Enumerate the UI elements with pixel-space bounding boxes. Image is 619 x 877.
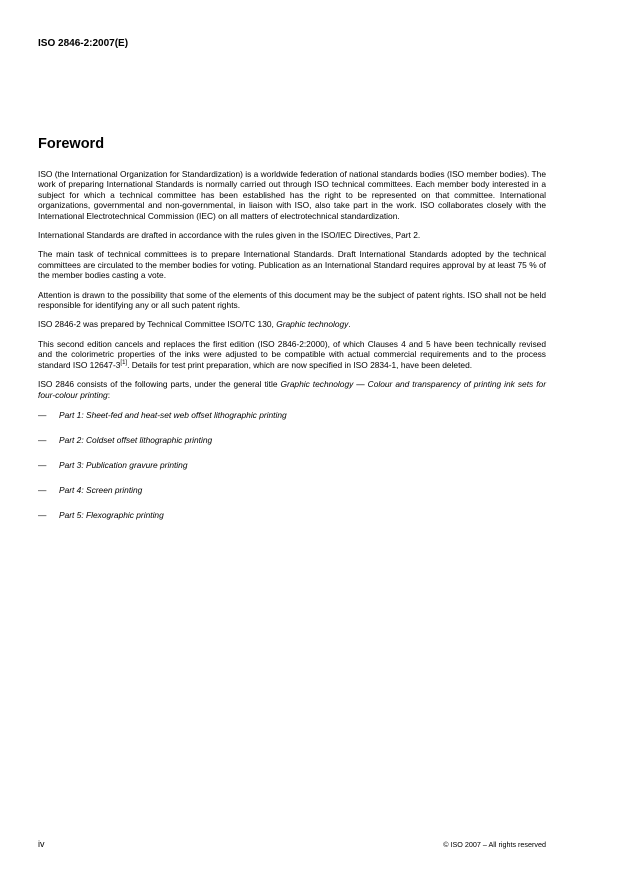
list-item — [38, 460, 546, 485]
paragraph-iso-intro: ISO (the International Organization for Standardization) is a worldwide federation of national standards bodies (ISO member bodies). The work of preparing International Standards is normally carried out through ISO technical committees. Each member body interested in a subject for which a technical committee has been established has the right to be represented on that committee. International organizations, governmental and non-governmental, in liaison with ISO, also take part in the work. ISO collaborates closely with the International Electrotechnical Commission (IEC) on all matters of electrotechnical standardization. — [38, 169, 546, 221]
foreword-body — [38, 169, 546, 535]
copyright-notice: © ISO 2007 – All rights reserved — [443, 840, 546, 849]
list-item — [38, 485, 546, 510]
paragraph-parts-intro — [38, 379, 546, 400]
general-title: Graphic technology — Colour and transparency of printing ink sets for four-colour printing — [38, 379, 546, 400]
document-id-header: ISO 2846-2:2007(E) — [38, 38, 129, 49]
list-dash: — — [38, 509, 47, 520]
paragraph-directives: International Standards are drafted in accordance with the rules given in the ISO/IEC Directives, Part 2. — [38, 230, 421, 241]
edition-text: This second edition cancels and replaces the first edition (ISO 2846-2:2000), of which Clauses 4 and 5 have been technically revised and the colorimetric properties of the inks were adjusted to be compatible with actual commercial requirements and to the process standard ISO 12647-3 — [38, 338, 546, 370]
prepared-by-text: ISO 2846-2 was prepared by Technical Committee ISO/TC 130, — [38, 319, 277, 330]
parts-intro-text: ISO 2846 consists of the following parts, under the general title — [38, 379, 281, 390]
edition-text-end: . Details for test print preparation, which are now specified in ISO 2834-1, have been deleted. — [127, 359, 473, 370]
list-dash: — — [38, 459, 47, 470]
parts-list — [38, 410, 546, 535]
list-dash: — — [38, 434, 47, 445]
part-title: Part 4: Screen printing — [59, 484, 143, 495]
page-title: Foreword — [38, 136, 105, 152]
part-title: Part 1: Sheet-fed and heat-set web offset lithographic printing — [59, 409, 287, 420]
list-item — [38, 510, 546, 535]
list-item — [38, 410, 546, 435]
paragraph-committees: The main task of technical committees is to prepare International Standards. Draft International Standards adopted by the technical committees are circulated to the member bodies for voting. Publication as an International Standard requires approval by at least 75 % of the member bodies casting a vote. — [38, 249, 546, 281]
reference-marker: [1] — [120, 359, 128, 366]
list-dash: — — [38, 484, 47, 495]
paragraph-edition — [38, 339, 546, 370]
paragraph-patent-rights: Attention is drawn to the possibility that some of the elements of this document may be the subject of patent rights. ISO shall not be held responsible for identifying any or all such patent rights. — [38, 289, 546, 311]
prepared-by-end: . — [348, 319, 351, 330]
committee-title: Graphic technology — [276, 319, 349, 330]
paragraph-prepared-by — [38, 319, 546, 329]
list-dash: — — [38, 409, 47, 420]
page-number: iv — [38, 839, 45, 849]
part-title: Part 3: Publication gravure printing — [59, 459, 188, 470]
parts-intro-end: : — [107, 389, 111, 400]
list-item — [38, 435, 546, 460]
part-title: Part 5: Flexographic printing — [59, 509, 164, 520]
part-title: Part 2: Coldset offset lithographic printing — [59, 434, 213, 445]
